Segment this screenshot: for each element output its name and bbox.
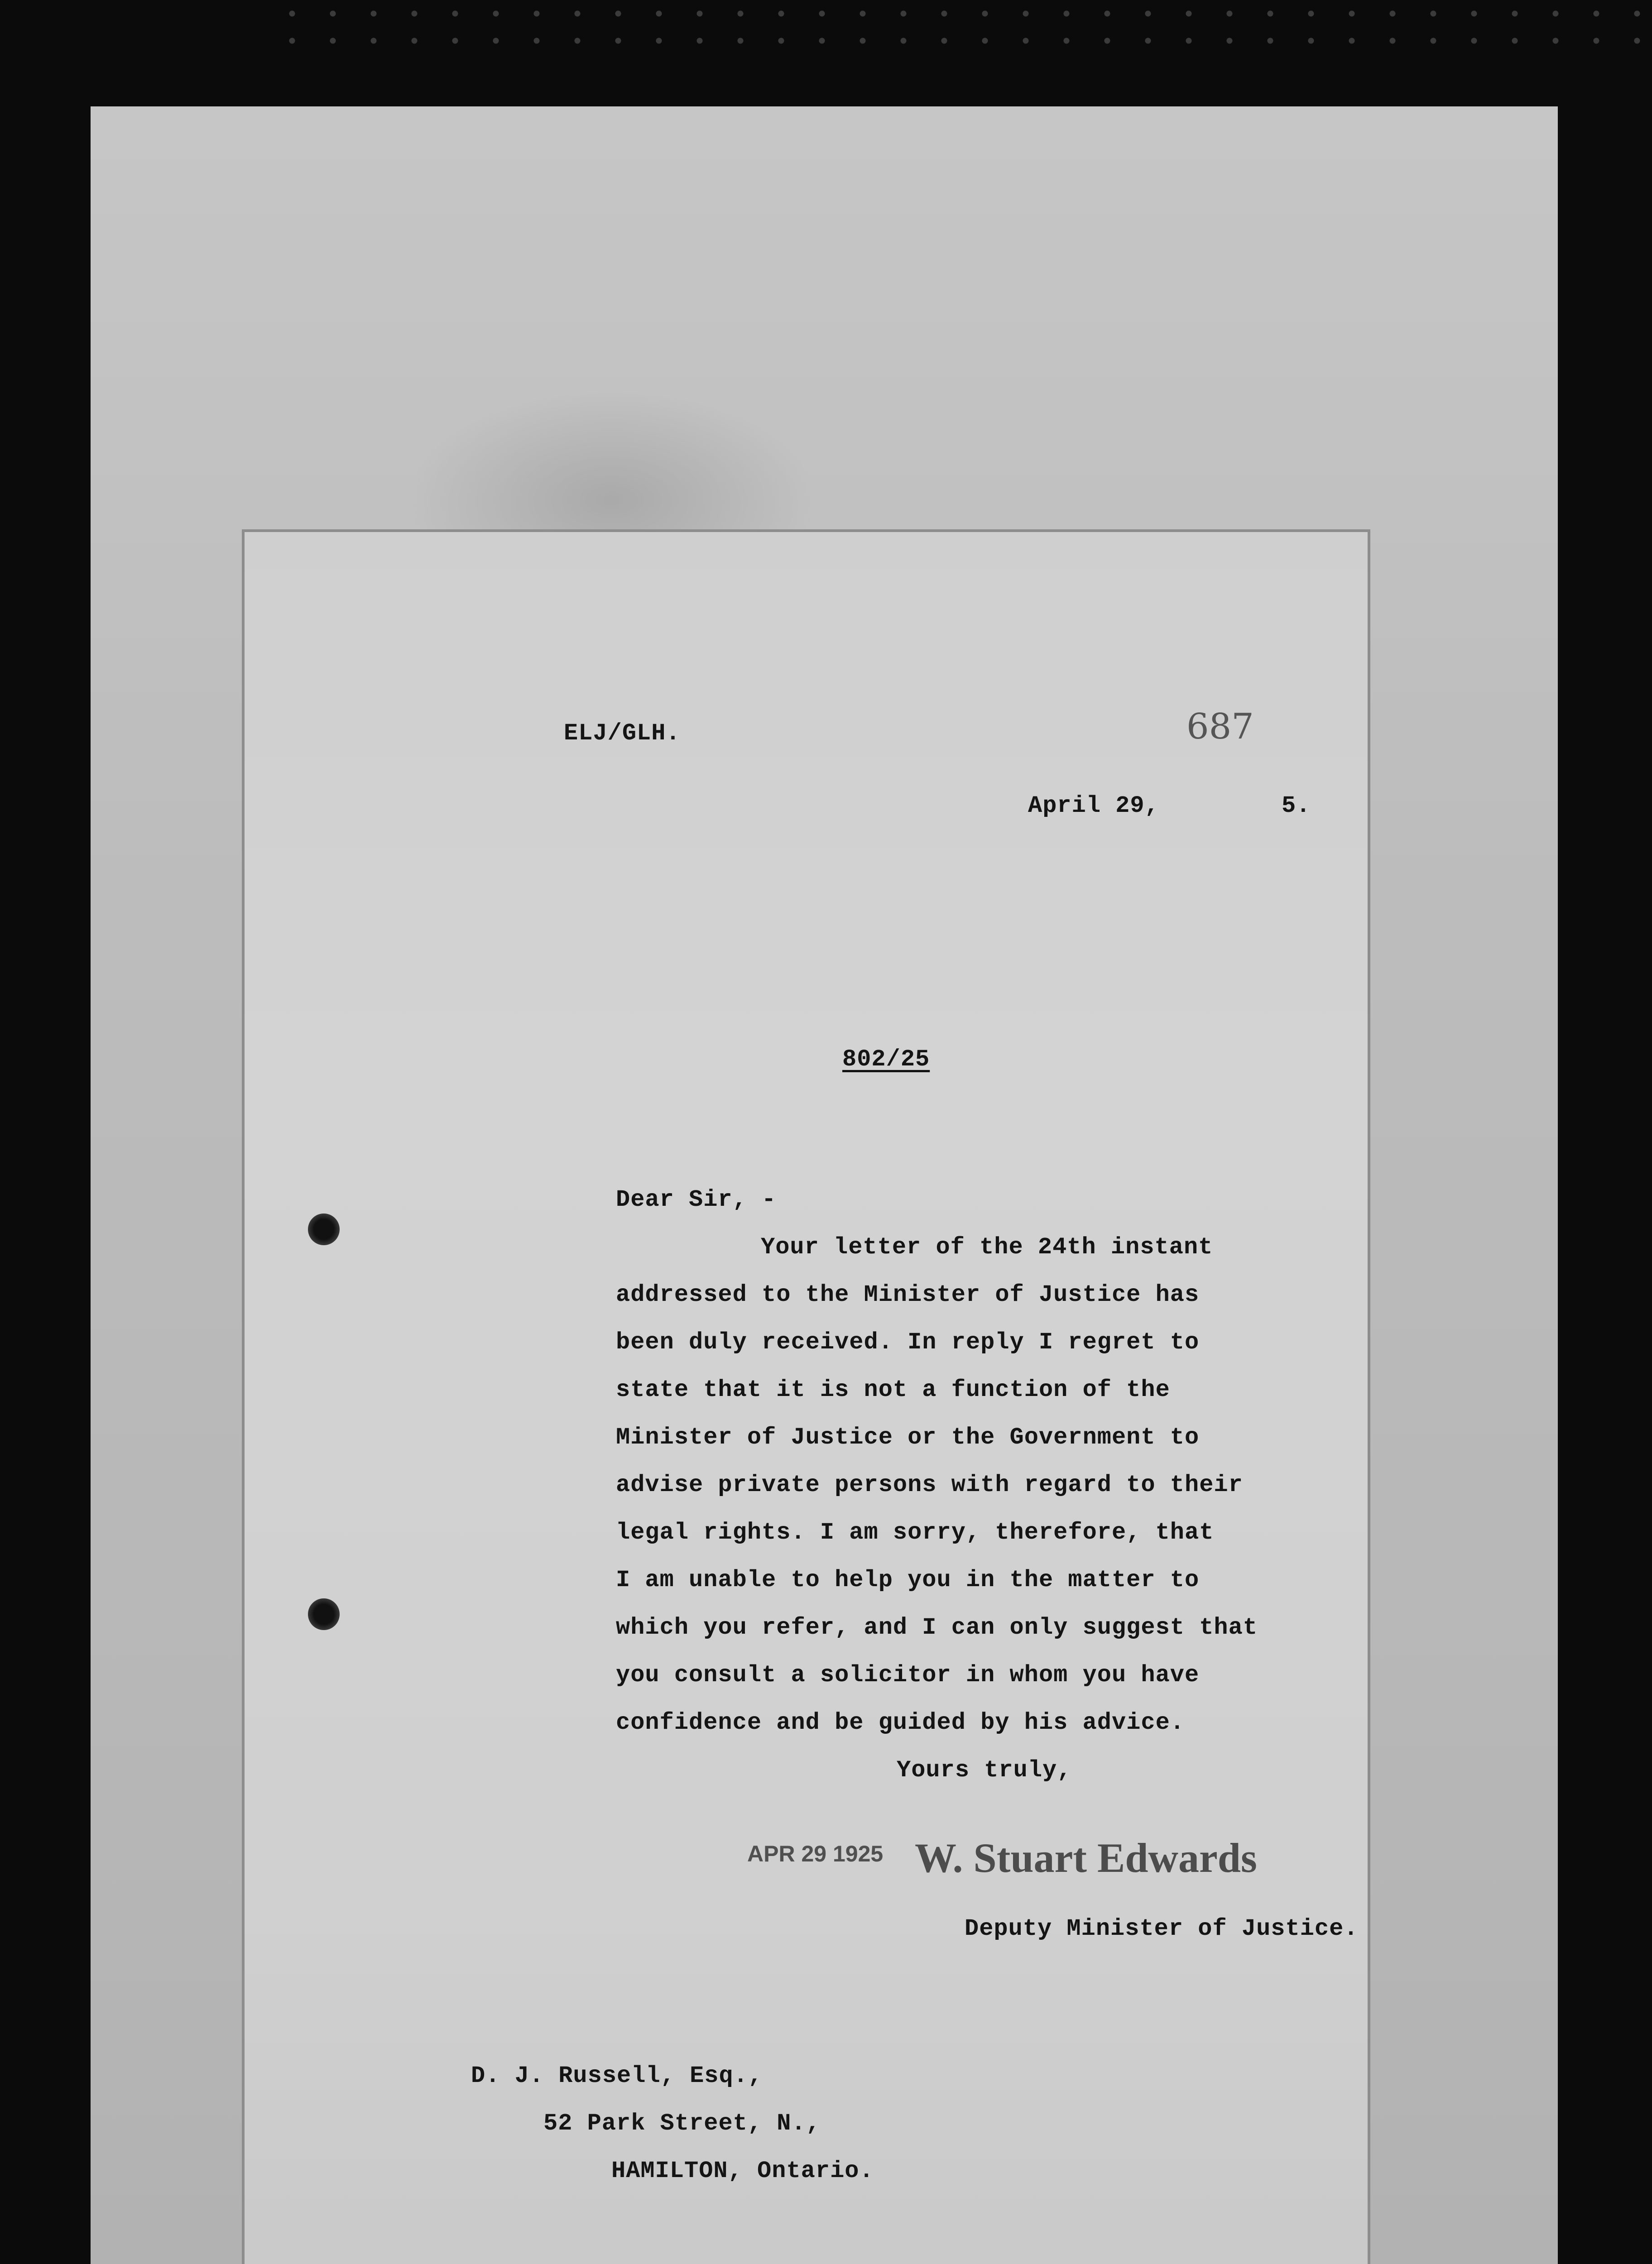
body-line: you consult a solicitor in whom you have xyxy=(616,1662,1200,1688)
closing: Yours truly, xyxy=(897,1757,1072,1784)
salutation: Dear Sir, - xyxy=(616,1186,777,1213)
body-line: I am unable to help you in the matter to xyxy=(616,1567,1200,1593)
body-line: addressed to the Minister of Justice has xyxy=(616,1281,1200,1308)
body-line: advise private persons with regard to their xyxy=(616,1472,1243,1498)
addressee-street: 52 Park Street, N., xyxy=(543,2110,821,2137)
signature-stamp: W. Stuart Edwards xyxy=(915,1835,1257,1881)
body-line: confidence and be guided by his advice. xyxy=(616,1709,1185,1736)
letter-date: April 29, xyxy=(1028,792,1159,819)
body-line: state that it is not a function of the xyxy=(616,1377,1170,1403)
film-speckle xyxy=(272,0,1652,54)
file-number: 802/25 xyxy=(842,1046,930,1073)
received-date-stamp: APR 29 1925 xyxy=(747,1841,884,1866)
folio-number: 687 xyxy=(1186,706,1254,747)
punch-hole-top xyxy=(308,1214,340,1245)
addressee-name: D. J. Russell, Esq., xyxy=(471,2063,763,2089)
body-line: legal rights. I am sorry, therefore, that xyxy=(616,1519,1214,1546)
signatory-title: Deputy Minister of Justice. xyxy=(965,1915,1359,1942)
body-line: Your letter of the 24th instant xyxy=(761,1234,1213,1261)
addressee-city: HAMILTON, Ontario. xyxy=(611,2158,874,2184)
body-line: which you refer, and I can only suggest that xyxy=(616,1614,1258,1641)
punch-hole-bottom xyxy=(308,1598,340,1630)
letter-date-suffix: 5. xyxy=(1282,792,1311,819)
reference-initials: ELJ/GLH. xyxy=(564,720,681,747)
body-line: been duly received. In reply I regret to xyxy=(616,1329,1200,1356)
body-line: Minister of Justice or the Government to xyxy=(616,1424,1200,1451)
